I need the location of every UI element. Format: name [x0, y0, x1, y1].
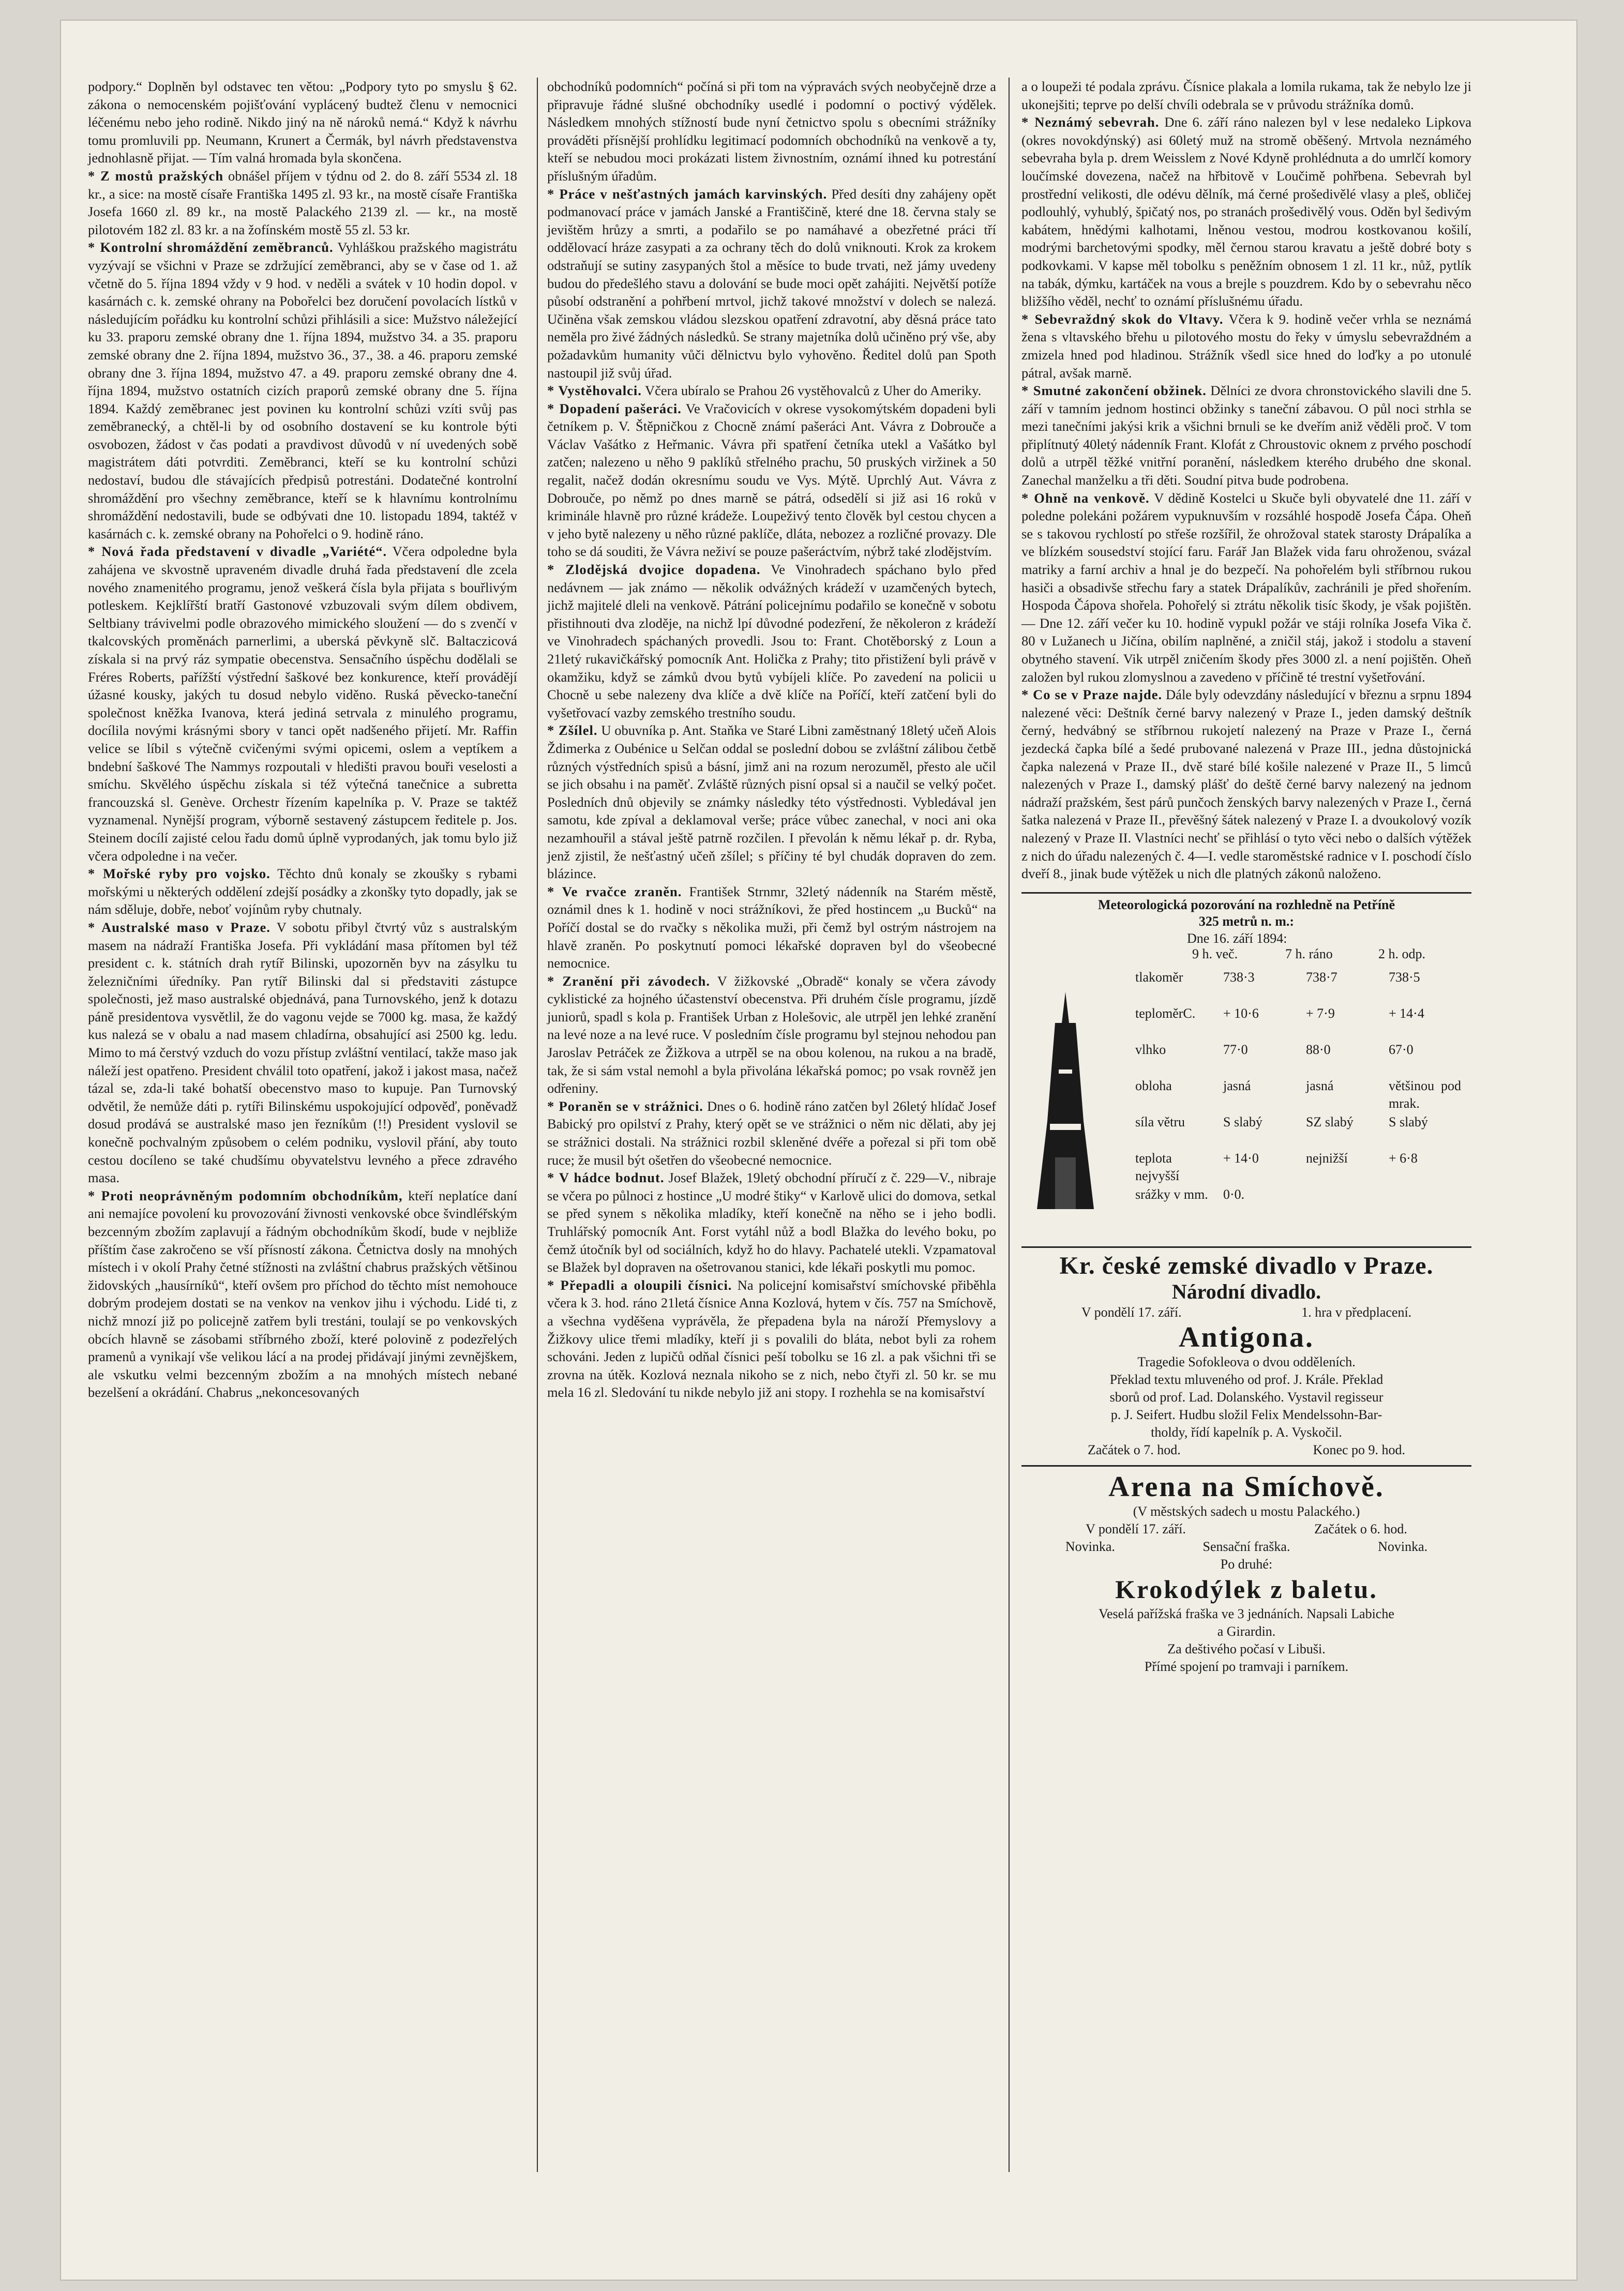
article-paragraph [547, 972, 996, 1097]
article-paragraph [547, 1097, 996, 1169]
article-headline: * Sebevraždný skok do Vltavy. [1021, 311, 1224, 327]
meteo-value: S slabý [1389, 1114, 1428, 1129]
meteo-row [1135, 1186, 1466, 1204]
article-text: obchodníků podomních“ počíná si při tom na výpravách svých neobyčejně drze a připravuje řádné slušné obchodníky usedlé i podomní o poctivý výdělek. Následkem mnohých stížností bude nyní četnictvo spolu s obecními strážníky prováděti přísnější prohlídku legitimací podomních obchodníků na venkově a ty, kteří se nebudou moci prokázati listem živnostním, oznámí ihned ku potrestání příslušným úřadům. [547, 79, 996, 184]
meteo-row [1135, 1113, 1466, 1132]
theatre-ad [1021, 1246, 1471, 1459]
meteo-value: jasná [1306, 1078, 1334, 1093]
article-text: U obuvníka p. Ant. Staňka ve Staré Libni zaměstnaný 18letý učeň Alois Ždimerka z Oubénice u Selčan oddal se poslední dobou se zvláštní zálibou četbě různých výstředních spisů a básní, jimž ani na rozum nerozuměl, přesto ale učil se jich obsahu i na paměť. Zvláště různých pisní opsal si a naučil se velký počet. Posledních dnů objevily se známky následky této výstřednosti. Vybledával jen samotu, kde zpíval a deklamoval verše; práce vůbec zanechal, v noci ani oka nezamhouřil a stával ještě patrně rozčilen. I převolán k němu lékař p. dr. Ryba, jenž zjistil, že nešťastný učeň zšílel; s příčiny té byl chudák dopraven do zem. blázince. [547, 722, 997, 882]
meteo-row [1135, 969, 1466, 987]
article-paragraph [547, 185, 996, 382]
article-paragraph [547, 78, 996, 185]
article-text: Ve Vračovicích v okrese vysokomýtském dopadeni byli četníkem p. V. Štěpničkou z Chocně známí pašeráci Ant. Vávra z Dobrouče a Václav Vašátko z Heřmanic. Vávra při spatření četníka utekl a Vašátko byl zatčen; nalezeno u něho 9 paklíků střelného prachu, 50 pruských viržinek a 50 regalit, načež dodán okresnímu soudu ve Vys. Mýtě. Uprchlý Aut. Vávra z Dobrouče, po němž po dnes marně se pátrá, odsedělí si již asi 16 roků v kriminále hlavně pro různé krádeže. Loupeživý tento člověk byl cestou chycen a v jeho bytě nalezeny u něho různé paklíče, dláta, nebozez a rozličné provazy. Dle toho se dá souditi, že Vávra neživí se pouze pašeráctvím, nýbrž také zlodějstvím. [547, 400, 996, 560]
ad-line: p. J. Seifert. Hudbu složil Felix Mendelssohn-Bar- [1110, 1407, 1382, 1422]
meteo-row-label: teploměrC. [1135, 1005, 1196, 1021]
meteo-value: + 7·9 [1306, 1005, 1335, 1021]
article-headline: * Vystěhovalci. [547, 383, 642, 399]
article-headline: * Smutné zakončení obžinek. [1021, 383, 1207, 399]
article-headline: * Poraněn se v strážnici. [547, 1098, 703, 1114]
arena-play: Krokodýlek z baletu. [1115, 1574, 1378, 1604]
meteo-value: nejnižší [1306, 1150, 1348, 1166]
article-text: Josef Blažek, 19letý obchodní příručí z č. 229—V., nibraje se včera po půlnoci z hostince „U modré štiky“ v Karlově ulici do domova, setkal se před synem s několika mladíky, kteří konečně na něho se i jeho bodli. Truhlářský pomocník Ant. Forst vytáhl nůž a bodl Blažka do levého boku, po čemž útočník byl od sociálních, když ho do hlavy. Pachatelé utekli. Vzpamatoval se Blažek byl dopraven na ošetrovanou stanici, kde lékaři poskytli mu pomoc. [547, 1170, 996, 1275]
article-text: a o loupeži té podala zprávu. Čísnice plakala a lomila rukama, tak že nebylo lze ji ukonejšiti; teprve po delší chvíli odebrala se v průvodu strážníka domů. [1021, 79, 1471, 112]
article-text: Dnes o 6. hodině ráno zatčen byl 26letý hlídač Josef Babický pro opilství z Prahy, který opět se ve strážnici o něm nic dělati, aby jej se strážnici dostali. Na strážnici rozbil skleněné dvéře a pořezal si při tom obě ruce; že musil být ošetřen do všeobecné nemocnice. [547, 1098, 996, 1168]
meteo-value: 738·5 [1389, 969, 1420, 985]
column-divider [537, 78, 538, 2172]
article-headline: * Ohně na venkově. [1021, 490, 1150, 506]
article-text: Včera odpoledne byla zahájena ve skvostně upraveném divadle druhá řada představení dle zcela nového znamenitého programu, jenož veškerá čísla byla přijata s bouřlivým potleskem. Kejklířští bratří Gastonové vzbuzovali svým dílem obdivem, Seltbiany trávivelmi podle obrazového mimického sloužení — do s zvenčí v tkalcovských proměnách parnerlimi, a uberská pěvkyně slč. Baltaczicová získala si na prvý ráz sympatie obecenstva. Sensačního úspěchu dodělali se Fréres Roberts, pařížští výstřední šaškové bez konkurence, kteří provádějí úžasné kousky, jakých tu dosud nebylo viděno. Ruská pěvecko-taneční společnost kněžka Ivanova, která jediná setrvala z minulého programu, docílila novými krásnými sbory v tanci opět nadšeného přijetí. Mr. Raffin velice se líbil s výtečně cvičenými svými opicemi, oslem a veptíkem a bndební šaškové The Nammys rozpoutali v hledišti pravou bouři veselosti a smíchu. Skvělého úspěchu získala si též výtečná tanečnice a subretta francouzská sl. Genève. Orchestr řízením kapelníka p. V. Praze se taktéž vyznamenal. Nynější program, výborně sestavený zástupcem ředitele p. Jos. Steinem docílí zajisté celou řadu domů úplně vyprodaných, jak tomu bylo již včera odpoledne i na večer. [88, 544, 517, 864]
meteo-row-label: teplota nejvyšší [1135, 1150, 1180, 1184]
meteo-header: 9 h. več. 7 h. ráno 2 h. odp. [1192, 946, 1425, 961]
article-paragraph [1021, 78, 1471, 113]
arena-ad [1021, 1465, 1471, 1676]
article-text: Dělníci ze dvora chronstovického slavili dne 5. září v tamním jednom hostinci obžinky s taneční zábavou. O půl noci strhla se mezi tanečními jakýsi krik a všichni brnuli se ke dveřím aniž věděli proč. V tom připlítnutý 40letý nádenník Frant. Klofát z Chroustovic oknem z prvého poschodí dolů a utrpěl těžké vnitřní poranění, následkem kterého drubého dne skonal. Zanechal manželku a tři děti. Soudní pitva bude podrobena. [1021, 383, 1472, 488]
meteo-row-label: tlakoměr [1135, 969, 1183, 985]
ad-line: Veselá pařížská fraška ve 3 jednáních. Napsali Labiche [1099, 1606, 1394, 1621]
article-paragraph [547, 1276, 996, 1401]
meteo-row-label: srážky v mm. [1135, 1186, 1208, 1202]
arena-date-line: V pondělí 17. září. Začátek o 6. hod. [1086, 1521, 1407, 1536]
article-text: Ve Vinohradech spáchano bylo před nedávnem — jak známo — několik odvážných krádeží v uzamčených bytech, jichž majitelé dleli na venkově. Pátrání policejnímu podařilo se konečně v sobotu přistihnouti dva zloděje, na nichž lpí důvodné podezření, že několeron z krádeží ve Vinohradech spáchaných provedli. Jsou to: Frant. Chotěborský z Loun a 21letý rukavičkářský pomocník Ant. Holička z Prahy; tito přistižení byli právě v okamžiku, když se zámků dvou bytů vybíjeli klíče. Po zavedení na policii u Chocně u sebe nalezeny dva klíče a dvě klíče na Poříčí, kteří zatčení byli do vyšetřovací vazby zemského trestního soudu. [547, 562, 996, 720]
column-right [1021, 78, 1471, 1676]
article-headline: * Neznámý sebevrah. [1021, 114, 1160, 130]
meteo-row-label: vlhko [1135, 1042, 1166, 1057]
ad-line: sborů od prof. Lad. Dolanského. Vystavil regisseur [1109, 1389, 1384, 1405]
article-text: Včera k 9. hodině večer vrhla se neznámá žena s vltavského břehu u pilotového mostu do řeky v úmyslu sebevraždném a zmizela hned pod hladinou. Strážník všedl sice hned do loďky a po utonulé pátral, avšak marně. [1021, 311, 1471, 381]
arena-title: Arena na Smíchově. [1108, 1470, 1385, 1503]
article-text: Před desíti dny zahájeny opět podmanovací práce v jamách Janské a Františčině, které dne 18. června staly se jevištěm hrůzy a smrti, a podařilo se po namáhavé a obezřetné práci tří oddělovací hráze zasypati a za ochrany těch do dolů vniknouti. Krok za krokem odstraňují se sutiny zasypaných štol a měsíce to bude trvati, než jámy uvedeny budou do předešlého stavu a dolování se bude moci opět zahájiti. Největší potíže působí odstranění a pohřbení mrtvol, jichž takové množství v dolech se nalezá. Učiněna však zemskou vládou slezskou opatření zdravotní, aby děsná práce tato neměla pro živé žádných následků. Se strany majetníka dolů učiněno prý vše, aby požadavkům humanity vůči dělnictvu bylo vyhověno. Ředitel dolů pan Spoth nastoupil již svůj úřad. [547, 186, 996, 381]
meteo-report [1021, 892, 1471, 1240]
meteo-row-label: obloha [1135, 1078, 1172, 1093]
article-headline: * Proti neoprávněným podomním obchodníkům, [88, 1187, 403, 1203]
article-text: Včera ubíralo se Prahou 26 vystěhovalců z Uher do Ameriky. [645, 383, 982, 399]
meteo-value: + 6·8 [1389, 1150, 1418, 1166]
article-headline: * V hádce bodnut. [547, 1170, 665, 1186]
article-headline: * Kontrolní shromáždění zeměbranců. [88, 239, 334, 255]
article-text: František Strnmr, 32letý nádenník na Starém městě, oznámil dnes k 1. hodině v noci strážníkovi, že před hostincem „u Bucků“ na Poříčí dostal se do rvačky s několika muži, při čemž byl ostrým nástrojem na hlavě zraněn. Po poskytnutí pomoci lékařské dopraven byl do všeobecné nemocnice. [547, 883, 997, 971]
article-headline: * Zšílel. [547, 722, 598, 738]
theatre-date-line: V pondělí 17. září. 1. hra v předplacení. [1081, 1304, 1412, 1320]
meteo-row [1135, 1041, 1466, 1059]
article-headline: * Práce v nešťastných jamách karvinských. [547, 186, 828, 202]
article-headline: * Ve rvačce zraněn. [547, 883, 682, 899]
column-middle [547, 78, 996, 1401]
theatre-house: Národní divadlo. [1171, 1279, 1321, 1303]
meteo-value: S slabý [1223, 1114, 1262, 1129]
meteo-row [1135, 1150, 1466, 1185]
meteo-value: + 10·6 [1223, 1005, 1259, 1021]
article-paragraph [1021, 686, 1471, 883]
meteo-value [1389, 1186, 1461, 1204]
article-paragraph [1021, 113, 1471, 310]
column-divider [1009, 78, 1010, 2172]
article-text: Na policejní komisařství smíchovské přiběhla včera k 3. hod. ráno 21letá čísnice Anna Kozlová, hytem v čís. 757 na Smíchově, a všechna vyděšena vyprávěla, že přepadena byla na nároží Přemyslovy a Žižkovy ulice třemi mladíky, kteří ji s povalili do bláta, nebot byli za rohem schováni. Jeden z lupičů odňal čísnici peší tobolku se 16 zl. a pak všichni tři se zrovna na útěk. Kozlová neznala nikoho se z nich, nebo čtyři zl. 50 kr. se mu mela 16 zl. Sledování tu nikde nebylo již ani stopy. I rozhehla se na komisařství [547, 1277, 996, 1400]
article-paragraph [547, 1169, 996, 1276]
meteo-row-label: síla větru [1135, 1114, 1185, 1129]
article-paragraph [88, 865, 517, 918]
meteo-row [1135, 1077, 1466, 1113]
article-text: kteří neplatíce daní ani nemajíce povolení ku provozování živnosti venkovské obce švindléřským bezcenným zbožím zaplavují a řádným obchodníkům škodí, bude v nejbliže příštím čase zakročeno se vší přísností zákona. Četnictva dosly na mnohých místech i v okolí Prahy četné stížnosti na zvláštní chabrus pražských většinou židovských „hausírníků“, kteří ovšem pro příchod do těchto míst nemohouce dobrým prodejem dostati se na venkov na venkov jihu i východu. Lidé ti, z nichž mnozí již po policejně zatřem byli trestáni, toulají se po venkovských obcích hlavně se zásobami stříbrného zboží, které polovině z podezřelých pramenů a vynikají vše velikou lácí a na prodej přidávají jinými zevnějškem, ale vskutku velmi bezcenným zbožím a na mnohých místech nebané bezelšení a okrádání. Chabrus „nekoncesovaných [88, 1187, 517, 1400]
article-text: V sobotu přibyl čtvrtý vůz s australským masem na nádraží Františka Josefa. Při vykládání masa přítomen byl též president c. k. státních drah rytíř Bilinski, upozorněn byv na zásylku tu železničními úředníky. Pan rytíř Bilinski dal si představiti zástupce společnosti, jež maso australské objednává, pana Turnovského, jenž k dotazu páně presidentova vysvětlil, že do vagonu vejde se 7000 kg. masa, že každý kus nalezá se v obalu a nad masem chladírna, obsahující asi 2500 kg. ledu. Mimo to má čerstvý vzduch do vozu přístup zvláštní ventilací, takže maso jak náleží jest opatřeno. President chválil toto opatření, jakož i jakost masa, načež tázal se, zda-li také bohatší obecenstvo maso to kupuje. Pan Turnovský odvětil, že nemůže dáti p. rytíři Bilinskému uspokojující odpověď, poněvadž dosud prodává se australské maso jen řezníkům (!!) President vyslovil se konečně pochvalným způsobem o celém podniku, vyslovil přání, aby touto cestou docíleno se také chudšímu obyvatelstvu levného a přece zdravého masa. [88, 919, 517, 1186]
meteo-value: většinou pod mrak. [1389, 1078, 1461, 1111]
ad-line: a Girardin. [1217, 1623, 1276, 1639]
arena-note: (V městských sadech u mostu Palackého.) [1133, 1503, 1360, 1519]
article-text: V dědině Kostelci u Skuče byli obyvatelé dne 11. září v poledne polekáni požárem vypuknuvším v rozsáhlé hospodě Josefa Čápa. Oheň se s takovou rychlostí po střeše rozšířil, že ohrožoval statek starosty Drápalíka a ve blízkém sousedství stojící faru. Farář Jan Blažek vida faru ohroženou, svázal matriky a farní archiv a hnal je do bezpečí. Na pohořelém byli stříbrnou rukou hasiči a obsadivše střechu fary a statek Drápalíkův, zachránili je před shořením. Hospoda Čápova shořela. Pohořelý si ztrátu několik tisíc škody, je však pojištěn. — Dne 12. září večer ku 10. hodině vypukl požár ve stáji rolníka Josefa Vika č. 80 v Lužanech u Jičína, obilím naplněné, a zničil stáj, jakož i stodolu a stavení obytného stavení. Vik utrpěl zničením škody přes 3000 zl. a není pojištěn. Oheň založen byl rukou zlomyslnou a zavedeno v příčině té trestní vyšetřování. [1021, 490, 1471, 685]
meteo-value: 88·0 [1306, 1042, 1331, 1057]
meteo-value: SZ slabý [1306, 1114, 1354, 1129]
meteo-value: + 14·0 [1223, 1150, 1259, 1166]
theatre-play: Antigona. [1179, 1321, 1314, 1353]
article-paragraph [547, 721, 996, 882]
theatre-times: Začátek o 7. hod. Konec po 9. hod. [1087, 1442, 1406, 1457]
article-paragraph [88, 238, 517, 542]
article-paragraph [547, 883, 996, 972]
article-headline: * Nová řada představení v divadle „Variété“. [88, 544, 387, 560]
article-headline: * Mořské ryby pro vojsko. [88, 866, 270, 882]
petrin-tower-icon [1027, 992, 1104, 1214]
meteo-subtitle: 325 metrů n. m.: [1198, 913, 1295, 929]
article-paragraph [547, 400, 996, 561]
ad-line: Přímé spojení po tramvaji i parníkem. [1144, 1659, 1349, 1674]
article-paragraph [88, 78, 517, 167]
ad-line: Překlad textu mluveného od prof. J. Krále. Překlad [1109, 1371, 1384, 1387]
meteo-value [1306, 1186, 1378, 1204]
article-headline: * Zlodějská dvojice dopadena. [547, 562, 761, 578]
ad-line: tholdy, řídí kapelník p. A. Vyskočil. [1151, 1424, 1342, 1440]
meteo-title: Meteorologická pozorování na rozhledně na Petříně [1097, 897, 1395, 912]
article-headline: * Dopadení pašeráci. [547, 400, 682, 416]
meteo-value: 738·3 [1223, 969, 1255, 985]
ad-line: Za deštivého počasí v Libuši. [1167, 1641, 1326, 1656]
article-paragraph [1021, 382, 1471, 489]
column-right-articles [1021, 78, 1471, 883]
article-headline: * Z mostů pražských [88, 168, 224, 184]
meteo-table [1021, 930, 1471, 1240]
article-paragraph [88, 918, 517, 1187]
arena-after: Po druhé: [1220, 1556, 1273, 1572]
article-text: V žižkovské „Obradě“ konaly se včera závody cyklistické za hojného účastenství obecenstva. Při druhém čísle programu, jízdě juniorů, spadl s kola p. František Urban z Holešovic, ale utrpěl jen lehké zranění na levé noze a na levé ruce. V posledním čísle programu byl stejnou nehodou pan Jaroslav Petráček ze Žižkova a utrpěl se na obou kolenou, na rukou a na bradě, tak, že si sám vstal nemohl a byla přivolána lékařská pomoc; po vsak rovněž jen odřeniny. [547, 973, 997, 1096]
article-headline: * Přepadli a oloupili čísnici. [547, 1277, 732, 1293]
meteo-row [1135, 1005, 1466, 1023]
article-text: Těchto dnů konaly se zkoušky s rybami mořskými u některých oddělení zdejší posádky a zkonšky tyto dopadly, jak se nám sděluje, dobře, neboť vojínům ryby chutnaly. [88, 866, 517, 917]
article-text: podpory.“ Doplněn byl odstavec ten větou: „Podpory tyto po smyslu § 62. zákona o nemocenském pojišťování vyplácený budtež členu v nemocnici léčenému nebo jeho rodině. Nikdo jiný na ně nároků nemá.“ Když k návrhu tomu promluvili pp. Neumann, Krunert a Čermák, byl návrh představenstva jednohlasně přijat. — Tím valná hromada byla skončena. [88, 79, 517, 166]
arena-program: Novinka. Sensační fraška. Novinka. [1065, 1539, 1428, 1554]
article-paragraph [547, 561, 996, 721]
article-text: Vyhláškou pražského magistrátu vyzývají se všichni v Praze se zdržující zeměbranci, aby se v čase od 1. až včetně do 5. října 1894 vždy v 9 hod. v neděli a svátek v 10 hodin dopol. v kasárnách c. k. zemské ohrany na Pobořelci bez doručení povolacích lístků v následujícím pořádku ku kontrolní schůzi přihlásili a sice: Mužstvo náležející ku 33. praporu zemské obrany dne 1. října 1894, mužstvo 34. a 35. praporu zemské obrany dne 2. října 1894, mužstvo 36., 37., 38. a 46. praporu zemské obrany dne 3. října 1894, mužstvo 47. a 49. praporu zemské obrany dne 4. října 1894, mužstvo ostatních cizích praporů zemské obrany dne 5. října 1894. Každý zeměbranec jest povinen ku kontrolní schůzi vzíti svůj pas zeměbranecký, a chtěl-li by od osobního dostavení se ku kontrole býti osvobozen, žádost v čas podati a pravdivost důvodů v ní uvedených sobě magistrátem dáti potvrditi. Zeměbranci, kteří se ku kontrolní schůzi nedostaví, budou dle stávajících předpisů potrestáni. Dodatečné kontrolní shromáždění pro všechny zeměbrance, kteří se k hlavnímu kontrolnímu shromáždění nedostavili, bude se odbývati dne 10. listopadu 1894, taktéž v kasárnách c. k. zemské obrany na Pohořelci o 9. hodině ráno. [88, 239, 517, 541]
article-paragraph [1021, 310, 1471, 382]
meteo-value: jasná [1223, 1078, 1251, 1093]
article-paragraph [88, 542, 517, 865]
meteo-value: 738·7 [1306, 969, 1337, 985]
ad-line: Tragedie Sofokleova o dvou odděleních. [1137, 1354, 1356, 1369]
article-headline: * Co se v Praze najde. [1021, 687, 1163, 703]
meteo-value: 67·0 [1389, 1042, 1414, 1057]
article-paragraph [547, 382, 996, 400]
meteo-value: + 14·4 [1389, 1005, 1424, 1021]
article-paragraph [88, 1187, 517, 1401]
meteo-date: Dne 16. září 1894: [1187, 930, 1287, 946]
meteo-value: 77·0 [1223, 1042, 1248, 1057]
article-paragraph [88, 167, 517, 238]
column-left [88, 78, 517, 1401]
article-headline: * Zranění při závodech. [547, 973, 711, 989]
article-text: Dne 6. září ráno nalezen byl v lese nedaleko Lipkova (okres novokdýnský) asi 60letý muž na stromě oběšený. Mrtvola neznámého sebevraha byla p. drem Weisslem z Nové Kdyně prohlédnuta a do umrlčí komory loučímské dovezena, načež na hřbitově v Loučimě pohřbena. Sebevrah byl prostřední velikosti, dle odévu dělník, má černé prošedivělé vlasy a pleš, obličej podlouhlý, vyhublý, špičatý nos, po stranách prošedivělý vous. Oděn byl šedivým kabátem, hnědými kalhotami, lněnou vestou, modrou kostkovanou košilí, modrými barchetovými spodky, měl černou starou kravatu a ještě dobré boty s podkovkami. V kapse měl tobolku s peněžním obnosem 1 zl. 11 kr., nůž, pytlík na tabák, dýmku, kartáček na vous a brejle s pouzdrem. Kdo by o sebevrahu něco bližšího věděl, nechť to oznámí příslušnému úřadu. [1021, 114, 1471, 309]
article-text: Dále byly odevzdány následující v březnu a srpnu 1894 nalezené věci: Deštník černé barvy nalezený v Praze I., jeden damský deštník černý, hedvábný se stříbrnou rukojetí nalezený na Praze v Praze I., černá jezdecká čapka bílé a šedé prubované nalezená v Praze III., jedna důstojnická čapka nalezená v Praze II., dvě staré bílé košile nalezené v Praze II., 5 limců nalezených v Praze I., damský plášť do deště černé barvy nalezený na jednom nádraží pražském, šest párů punčoch ženských barvy nalezených v Praze I., černá šatka nalezená v Praze II., převěšný šátek nalezený v Praze I. a dvoukolový vozík nalezený v Praze II. Vlastníci nechť se přihlásí o tyto věci nebo o dalších výtěžek z nich do úřadu nalezených č. 4—I. vedle staroměstské radnice v I. poschodí číslo dveří 8., jinak bude výtěžek u nich dle platných zákonů naloženo. [1021, 687, 1471, 882]
article-paragraph [1021, 489, 1471, 686]
article-text: obnášel příjem v týdnu od 2. do 8. září 5534 zl. 18 kr., a sice: na mostě císaře Františka 1495 zl. 93 kr., na mostě císaře Františka Josefa 1660 zl. 89 kr., na mostě Palackého 2139 zl. — kr., na mostě pilotovém 182 zl. 83 kr. a na žofínském mostě 55 zl. 53 kr. [88, 168, 517, 237]
article-headline: * Australské maso v Praze. [88, 919, 270, 935]
meteo-value: 0·0. [1223, 1186, 1245, 1202]
theatre-title: Kr. české zemské divadlo v Praze. [1059, 1252, 1434, 1279]
